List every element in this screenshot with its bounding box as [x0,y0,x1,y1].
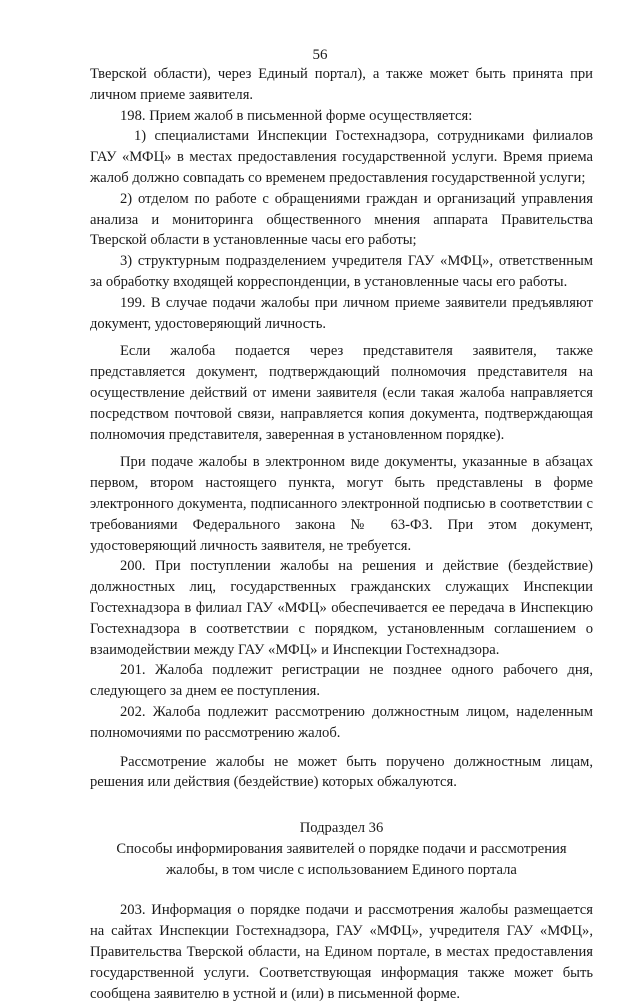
paragraph-198-item-2: 2) отделом по работе с обращениями граждан и организаций управления анализа и мониторинга общественного мнения аппарата Правительства Тверской области в установленные часы его работы; [90,190,593,249]
paragraph-200: 200. При поступлении жалобы на решения и действие (бездействие) должностных лиц, государственных гражданских служащих Инспекции Гостехнадзора в филиал ГАУ «МФЦ» обеспечивается ее передача в Инспекцию Гостехнадзора в соответствии с порядком, установленным соглашением о взаимодействии между ГАУ «МФЦ» и Инспекции Гостехнадзора. [90,558,593,658]
subsection-title-line-1: Способы информирования заявителей о порядке подачи и рассмотрения [116,840,567,857]
paragraph-198-item-1: 1) специалистами Инспекции Гостехнадзора, сотрудниками филиалов ГАУ «МФЦ» в местах предоставления государственной услуги. Время приема жалоб должно совпадать со временем предоставления государственной услуги; [90,128,593,186]
paragraph-198-item-3: 3) структурным подразделением учредителя ГАУ «МФЦ», ответственным за обработку входящей корреспонденции, в установленные часы его работы. [90,253,593,290]
paragraph-202: 202. Жалоба подлежит рассмотрению должностным лицом, наделенным полномочиями по рассмотрению жалоб. [90,703,593,741]
paragraph-199-electronic: При подаче жалобы в электронном виде документы, указанные в абзацах первом, втором настоящего пункта, могут быть представлены в форме электронного документа, подписанного электронной подписью в соответствии с требованиями Федерального закона № 63-ФЗ. При этом документ, удостоверяющий личность заявителя, не требуется. [90,454,593,554]
paragraph-203: 203. Информация о порядке подачи и рассмотрения жалобы размещается на сайтах Инспекции Гостехнадзора, ГАУ «МФЦ», учредителя ГАУ «МФЦ», Правительства Тверской области, на Едином портале, в местах предоставления государственной услуги. Соответствующая информация также может быть сообщена заявителю в устной и (или) в письменной форме. [90,902,593,1002]
subsection-label: Подраздел 36 [299,820,384,837]
page-number: 56 [312,47,328,63]
document-body [90,64,593,1004]
paragraph-199: 199. В случае подачи жалобы при личном приеме заявители предъявляют документ, удостоверяющий личность. [90,294,593,332]
paragraph-201: 201. Жалоба подлежит регистрации не позднее одного рабочего дня, следующего за днем ее поступления. [90,662,593,700]
subsection-title-line-2: жалобы, в том числе с использованием Единого портала [166,861,517,878]
paragraph-continuation: Тверской области), через Единый портал), а также может быть принята при личном приеме заявителя. [90,66,593,103]
paragraph-199-representative: Если жалоба подается через представителя заявителя, также представляется документ, подтверждающий полномочия представителя на осуществление действий от имени заявителя (если такая жалоба направляется посредством почтовой связи, направляется копия документа, подтверждающая полномочия представителя, заверенная в установленном порядке). [90,343,593,443]
paragraph-198: 198. Прием жалоб в письменной форме осуществляется: [120,107,473,124]
paragraph-202-restriction: Рассмотрение жалобы не может быть поручено должностным лицам, решения или действия (бездействие) которых обжалуются. [90,753,593,791]
